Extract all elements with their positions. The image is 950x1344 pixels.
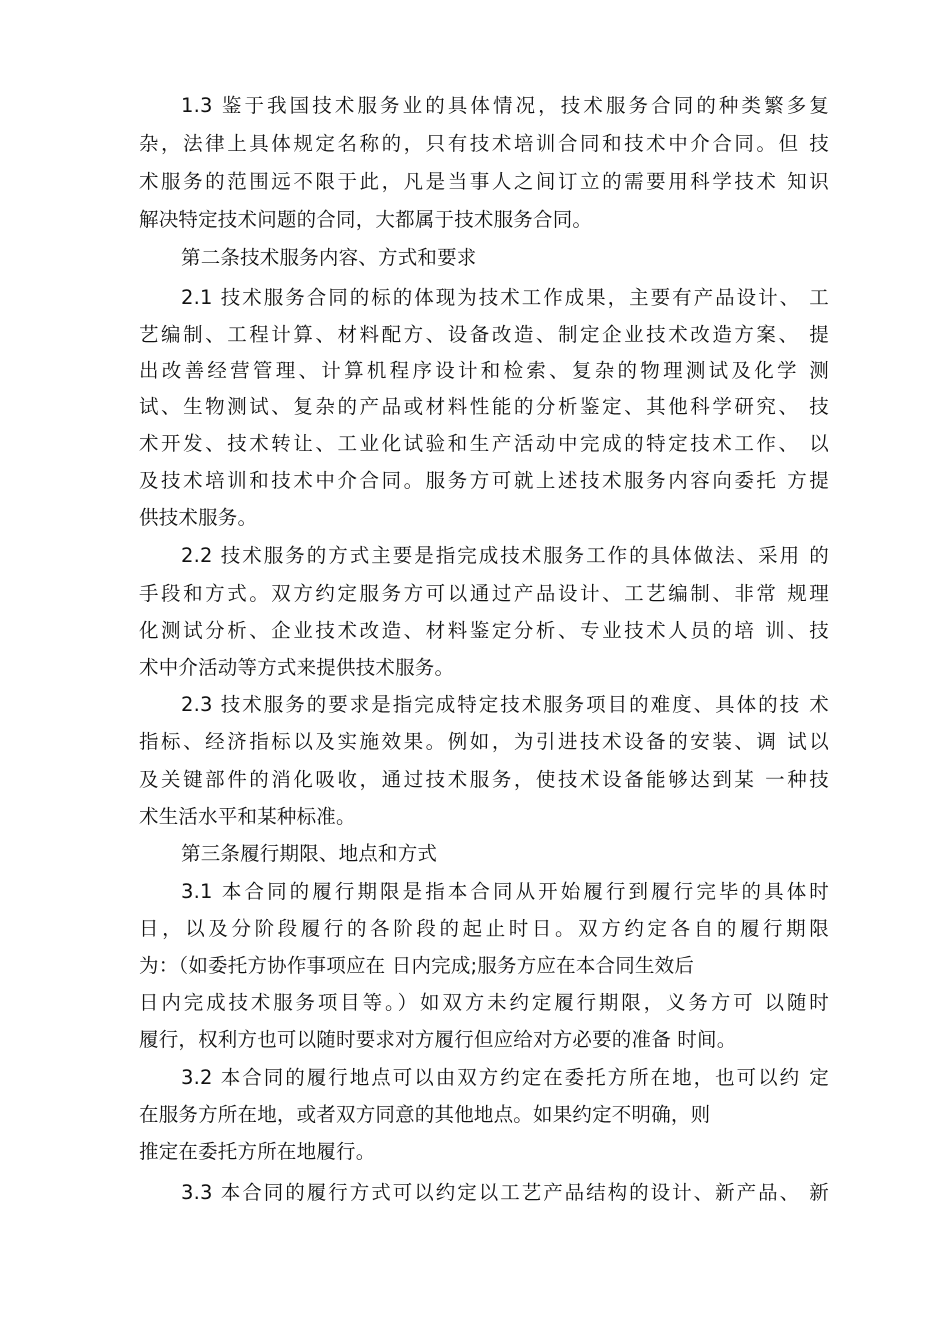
paragraph-2-3-line-1: 2.3 技术服务的要求是指完成特定技术服务项目的难度、具体的技 术 [181, 693, 829, 716]
paragraph-1-3-line-2: 杂，法律上具体规定名称的，只有技术培训合同和技术中介合同。但 技 [139, 132, 829, 155]
paragraph-2-1-line-2: 艺编制、工程计算、材料配方、设备改造、制定企业技术改造方案、 提 [139, 323, 829, 346]
paragraph-2-1-line-1: 2.1 技术服务合同的标的体现为技术工作成果，主要有产品设计、 工 [181, 286, 829, 309]
paragraph-2-3-line-4: 术生活水平和某种标准。 [139, 805, 356, 828]
paragraph-2-2-line-2: 手段和方式。双方约定服务方可以通过产品设计、工艺编制、非常 规理 [139, 582, 829, 605]
paragraph-1-3-line-3: 术服务的范围远不限于此，凡是当事人之间订立的需要用科学技术 知识 [139, 170, 829, 193]
paragraph-2-1-line-6: 及技术培训和技术中介合同。服务方可就上述技术服务内容向委托 方提 [139, 469, 829, 492]
paragraph-2-1-line-3: 出改善经营管理、计算机程序设计和检索、复杂的物理测试及化学 测 [139, 359, 829, 382]
paragraph-2-1-line-7: 供技术服务。 [139, 506, 258, 529]
paragraph-2-1-line-4: 试、生物测试、复杂的产品或材料性能的分析鉴定、其他科学研究、 技 [139, 395, 829, 418]
section-3-heading: 第三条履行期限、地点和方式 [181, 842, 438, 865]
paragraph-3-3-line-1: 3.3 本合同的履行方式可以约定以工艺产品结构的设计、新产品、 新 [181, 1181, 829, 1204]
paragraph-2-1-line-5: 术开发、技术转让、工业化试验和生产活动中完成的特定技术工作、 以 [139, 432, 829, 455]
paragraph-2-2-line-4: 术中介活动等方式来提供技术服务。 [139, 656, 455, 679]
paragraph-1-3-line-1: 1.3 鉴于我国技术服务业的具体情况，技术服务合同的种类繁多复 [181, 94, 829, 117]
paragraph-3-2-line-2: 在服务方所在地，或者双方同意的其他地点。如果约定不明确，则 [139, 1103, 711, 1126]
paragraph-3-1-line-4: 日内完成技术服务项目等。）如双方未约定履行期限，义务方可 以随时 [139, 991, 829, 1014]
paragraph-3-1-line-3: 为：（如委托方协作事项应在 日内完成;服务方应在本合同生效后 [139, 954, 695, 977]
paragraph-3-2-line-3: 推定在委托方所在地履行。 [139, 1140, 376, 1163]
paragraph-2-3-line-2: 指标、经济指标以及实施效果。例如，为引进技术设备的安装、调 试以 [139, 730, 829, 753]
paragraph-1-3-line-4: 解决特定技术问题的合同，大都属于技术服务合同。 [139, 208, 593, 231]
section-2-heading: 第二条技术服务内容、方式和要求 [181, 246, 477, 269]
paragraph-3-2-line-1: 3.2 本合同的履行地点可以由双方约定在委托方所在地，也可以约 定 [181, 1066, 829, 1089]
paragraph-3-1-line-5: 履行，权利方也可以随时要求对方履行但应给对方必要的准备 时间。 [139, 1028, 737, 1051]
paragraph-2-3-line-3: 及关键部件的消化吸收，通过技术服务，使技术设备能够达到某 一种技 [139, 768, 829, 791]
paragraph-3-1-line-2: 日，以及分阶段履行的各阶段的起止时日。双方约定各自的履行期限 [139, 917, 829, 940]
paragraph-3-1-line-1: 3.1 本合同的履行期限是指本合同从开始履行到履行完毕的具体时 [181, 880, 829, 903]
paragraph-2-2-line-3: 化测试分析、企业技术改造、材料鉴定分析、专业技术人员的培 训、技 [139, 619, 829, 642]
paragraph-2-2-line-1: 2.2 技术服务的方式主要是指完成技术服务工作的具体做法、采用 的 [181, 544, 829, 567]
